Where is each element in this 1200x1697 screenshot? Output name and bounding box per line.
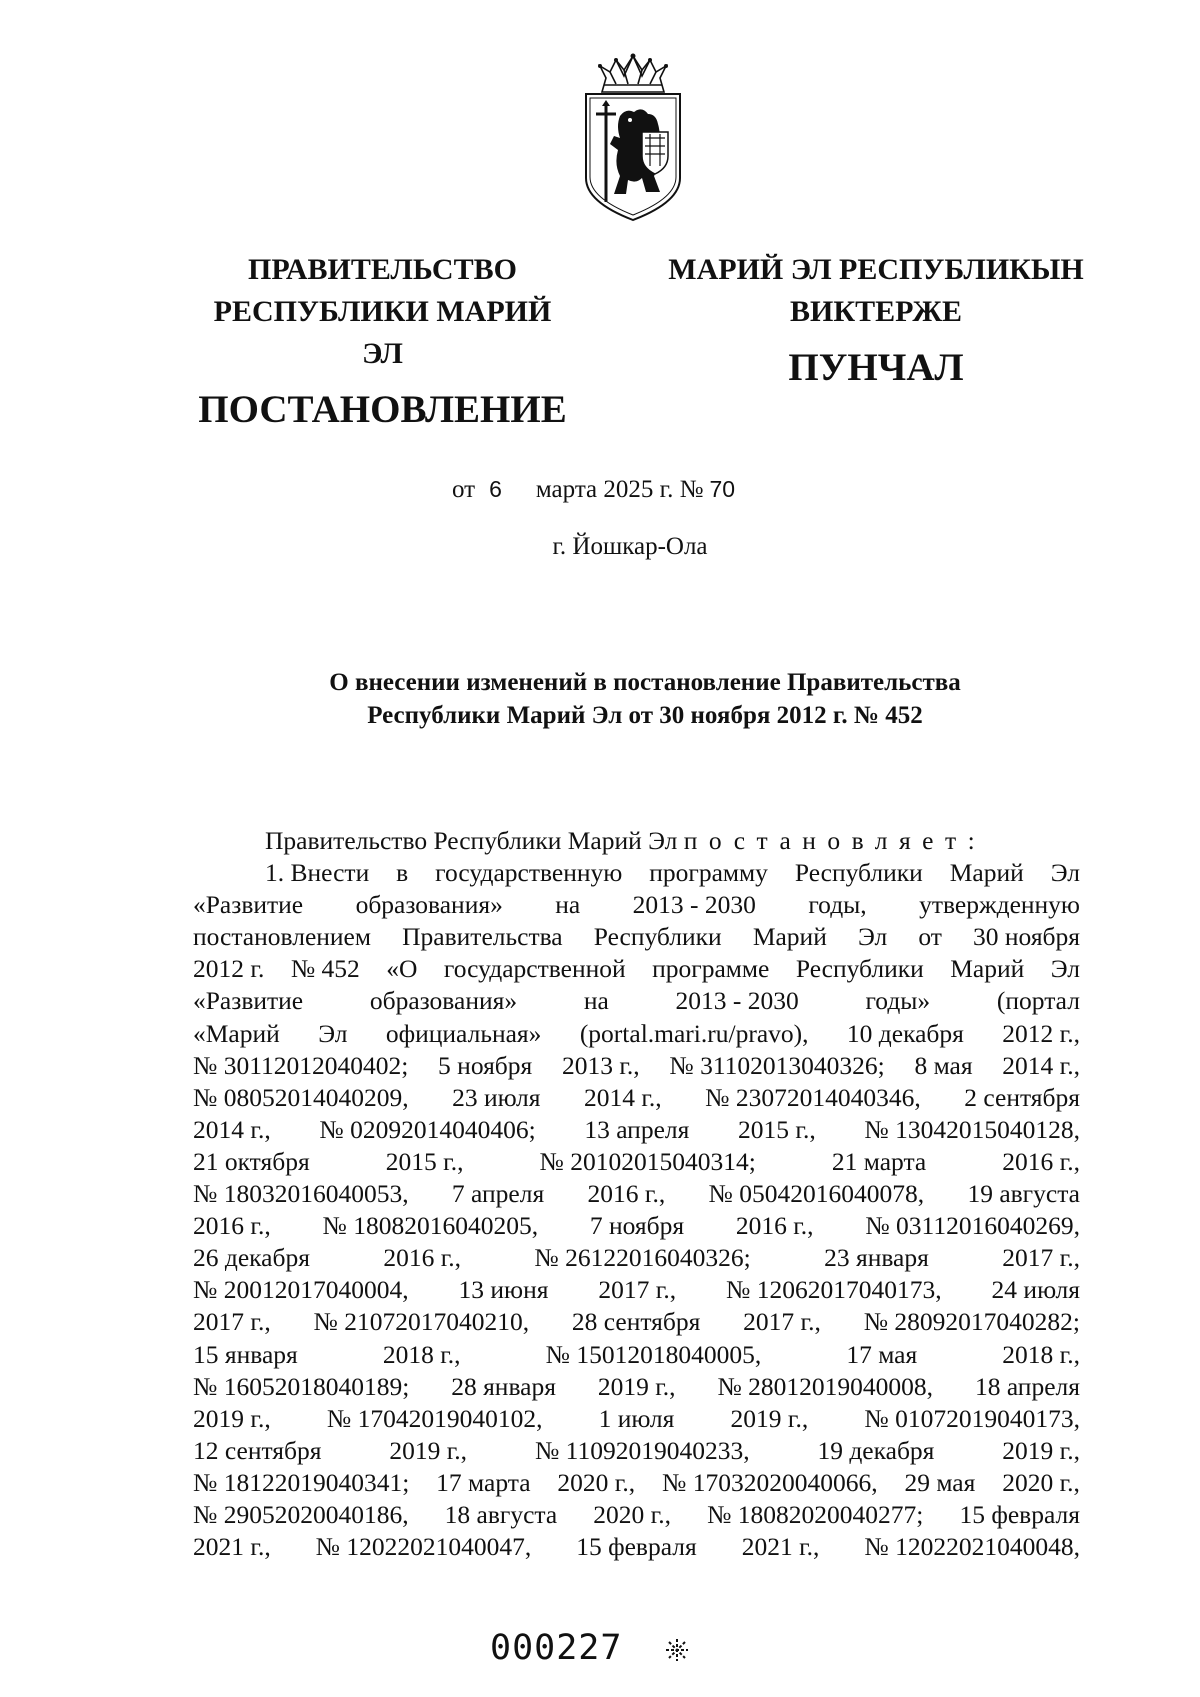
body-word: 2019 г.,: [597, 1371, 676, 1401]
body-word: 28 января: [451, 1371, 556, 1401]
body-word: 15 февраля: [576, 1532, 697, 1562]
body-word: 1. Внести: [265, 858, 370, 888]
body-word: 13 апреля: [584, 1114, 690, 1144]
body-line: [193, 1018, 1080, 1050]
body-word: Эл: [318, 1018, 348, 1048]
body-word: № 18082016040205,: [322, 1211, 539, 1241]
body-line: [193, 857, 1080, 889]
body-word: образования»: [369, 986, 518, 1016]
body-word: годы»: [865, 986, 931, 1016]
body-word: Республики: [593, 922, 722, 952]
body-word: 2017 г.,: [598, 1275, 677, 1305]
preamble-spaced-word: постановляет:: [683, 826, 987, 855]
body-line: [193, 1371, 1080, 1403]
body-word: № 08052014040209,: [193, 1082, 409, 1112]
body-word: № 05042016040078,: [708, 1179, 925, 1209]
body-word: № 28092017040282;: [863, 1307, 1080, 1337]
body-word: 2014 г.,: [583, 1082, 662, 1112]
body-word: 2020 г.,: [1002, 1467, 1080, 1497]
body-word: 2013 - 2030: [632, 890, 756, 920]
body-word: № 18082020040277;: [707, 1499, 924, 1529]
body-word: 2019 г.,: [730, 1403, 809, 1433]
body-word: 2015 г.,: [738, 1114, 816, 1144]
body-word: 13 июня: [458, 1275, 549, 1305]
body-word: № 16052018040189;: [193, 1371, 410, 1401]
body-line: [193, 1306, 1080, 1338]
document-title: [230, 666, 1060, 732]
city: г. Йошкар-Ола: [552, 533, 708, 560]
body-word: (портал: [996, 986, 1080, 1016]
body-word: № 13042015040128,: [864, 1114, 1080, 1144]
body-line: [193, 1050, 1080, 1082]
body-word: государственной: [443, 954, 626, 984]
body-word: 2021 г.,: [193, 1532, 271, 1562]
body-word: № 12062017040173,: [726, 1275, 942, 1305]
body-word: постановлением: [193, 922, 372, 952]
body-word: Республики: [794, 858, 923, 888]
body-word: № 20012017040004,: [193, 1275, 409, 1305]
preamble-text: Правительство Республики Марий Эл: [265, 826, 684, 855]
body-word: Эл: [857, 922, 888, 952]
date-prefix: от: [452, 476, 476, 503]
body-word: № 23072014040346,: [705, 1082, 921, 1112]
body-word: 2019 г.,: [389, 1435, 468, 1465]
body-word: № 17032020040066,: [661, 1467, 878, 1497]
body-word: программу: [649, 858, 768, 888]
body-word: от: [918, 922, 942, 952]
body-word: № 26122016040326;: [534, 1243, 751, 1273]
body-word: 2017 г.,: [743, 1307, 821, 1337]
body-line: [193, 1242, 1080, 1274]
body-word: 1 июля: [598, 1403, 675, 1433]
body-word: 17 мая: [846, 1339, 918, 1369]
body-word: 2013 - 2030: [675, 986, 799, 1016]
body-word: 18 августа: [444, 1499, 558, 1529]
body-word: 2014 г.,: [193, 1114, 271, 1144]
body-line: [193, 1499, 1080, 1531]
body-word: 2016 г.,: [1002, 1146, 1080, 1176]
body-word: «Развитие: [193, 890, 304, 920]
body-word: 2020 г.,: [593, 1499, 672, 1529]
body-word: 21 марта: [831, 1146, 927, 1176]
body-word: Эл: [1050, 858, 1080, 888]
body-word: «Марий: [193, 1018, 280, 1048]
body-word: № 21072017040210,: [313, 1307, 530, 1337]
body-word: государственную: [435, 858, 623, 888]
body-lines: [193, 857, 1080, 1563]
date-day: 6: [489, 476, 502, 502]
body-line: [193, 1435, 1080, 1467]
body-line: [193, 953, 1080, 985]
body-word: № 12022021040047,: [315, 1532, 532, 1562]
doc-type-ru: ПОСТАНОВЛЕНИЕ: [198, 388, 567, 431]
body-word: 21 октября: [193, 1146, 310, 1176]
body-word: 19 августа: [967, 1179, 1080, 1209]
body-word: 2012 г.: [193, 954, 265, 984]
body-word: 8 мая: [914, 1050, 973, 1080]
body-word: 10 декабря: [846, 1018, 964, 1048]
body-word: № 18032016040053,: [193, 1179, 409, 1209]
body-word: годы,: [808, 890, 867, 920]
body-word: 2017 г.,: [1002, 1243, 1080, 1273]
body-word: № 30112012040402;: [193, 1050, 409, 1080]
body-word: программе: [652, 954, 770, 984]
body-word: № 17042019040102,: [326, 1403, 543, 1433]
body-word: 2016 г.,: [587, 1179, 666, 1209]
body-word: 18 апреля: [974, 1371, 1080, 1401]
body-line: [193, 1531, 1080, 1563]
body-word: 15 февраля: [959, 1499, 1080, 1529]
body-line: [193, 1082, 1080, 1114]
body-word: Марий: [949, 858, 1024, 888]
body-word: 2018 г.,: [1002, 1339, 1080, 1369]
body-word: 30 ноября: [973, 922, 1080, 952]
body-word: в: [396, 858, 409, 888]
asterisk-mark-icon: [664, 1637, 690, 1663]
body-word: официальная»: [385, 1018, 542, 1048]
body-word: 23 января: [824, 1243, 929, 1273]
body-word: 7 апреля: [451, 1179, 545, 1209]
body-word: 15 января: [193, 1339, 298, 1369]
body-line: [193, 1146, 1080, 1178]
body-word: 2014 г.,: [1002, 1050, 1080, 1080]
body-line: [193, 921, 1080, 953]
body-word: 2016 г.,: [735, 1211, 814, 1241]
body-word: «О: [386, 954, 418, 984]
document-body: [193, 825, 1080, 1563]
body-word: 2017 г.,: [193, 1307, 271, 1337]
serial-number: 000227: [490, 1628, 623, 1668]
body-word: 17 марта: [436, 1467, 531, 1497]
body-word: 2 сентября: [964, 1082, 1080, 1112]
body-line: [193, 1339, 1080, 1371]
document-date: [452, 476, 735, 504]
body-word: № 28012019040008,: [717, 1371, 934, 1401]
body-word: 26 декабря: [193, 1243, 310, 1273]
header-left: [190, 251, 575, 431]
coat-of-arms-emblem: [580, 52, 686, 224]
body-line: [193, 1210, 1080, 1242]
body-word: 2012 г.,: [1002, 1018, 1080, 1048]
title-line2: Республики Марий Эл от 30 ноября 2012 г. № 452: [367, 702, 923, 729]
body-word: № 03112016040269,: [865, 1211, 1080, 1241]
preamble: [193, 825, 1080, 857]
body-word: № 29052020040186,: [193, 1499, 409, 1529]
body-word: Правительства: [402, 922, 563, 952]
body-word: на: [583, 986, 609, 1016]
body-word: образования»: [355, 890, 503, 920]
body-word: № 18122019040341;: [193, 1467, 410, 1497]
body-line: [193, 889, 1080, 921]
body-line: [193, 1178, 1080, 1210]
org-name-ru-line1: ПРАВИТЕЛЬСТВО: [248, 253, 517, 286]
body-word: № 02092014040406;: [319, 1114, 536, 1144]
body-word: 2019 г.,: [193, 1403, 271, 1433]
doc-type-mari: ПУНЧАЛ: [788, 346, 964, 389]
coat-of-arms-icon: [580, 52, 686, 224]
body-word: 2013 г.,: [561, 1050, 640, 1080]
body-word: 2019 г.,: [1002, 1435, 1080, 1465]
body-word: на: [555, 890, 581, 920]
body-word: 5 ноября: [438, 1050, 533, 1080]
title-line1: О внесении изменений в постановление Правительства: [329, 669, 961, 696]
body-word: № 31102013040326;: [669, 1050, 885, 1080]
body-word: 29 мая: [904, 1467, 976, 1497]
body-word: № 20102015040314;: [539, 1146, 756, 1176]
body-word: № 01072019040173,: [864, 1403, 1080, 1433]
body-word: 2015 г.,: [385, 1146, 464, 1176]
body-word: 7 ноября: [589, 1211, 685, 1241]
org-name-mari-line1: МАРИЙ ЭЛ РЕСПУБЛИКЫН: [668, 253, 1084, 286]
body-line: [193, 1403, 1080, 1435]
body-word: Республики: [795, 954, 924, 984]
body-line: [193, 1274, 1080, 1306]
body-word: 19 декабря: [817, 1435, 935, 1465]
body-word: 2016 г.,: [383, 1243, 462, 1273]
body-word: Эл: [1050, 954, 1080, 984]
body-word: 2018 г.,: [382, 1339, 461, 1369]
body-word: утвержденную: [919, 890, 1080, 920]
body-word: 2021 г.,: [741, 1532, 820, 1562]
body-word: (portal.mari.ru/pravo),: [579, 1018, 809, 1048]
body-word: № 452: [290, 954, 360, 984]
document-number: 70: [709, 476, 736, 502]
body-word: № 15012018040005,: [545, 1339, 762, 1369]
body-word: Марий: [752, 922, 827, 952]
date-month-year: марта 2025 г. №: [535, 476, 704, 503]
body-line: [193, 1114, 1080, 1146]
body-word: 24 июля: [991, 1275, 1080, 1305]
body-word: 2016 г.,: [193, 1211, 271, 1241]
body-word: 2020 г.,: [557, 1467, 636, 1497]
body-word: № 12022021040048,: [864, 1532, 1080, 1562]
body-word: № 11092019040233,: [534, 1435, 750, 1465]
org-name-mari-line2: ВИКТЕРЖЕ: [789, 295, 963, 328]
body-word: 23 июля: [452, 1082, 541, 1112]
body-word: Марий: [950, 954, 1025, 984]
body-line: [193, 1467, 1080, 1499]
body-word: 28 сентября: [571, 1307, 701, 1337]
body-word: 12 сентября: [193, 1435, 322, 1465]
org-name-ru-line2: РЕСПУБЛИКИ МАРИЙ ЭЛ: [213, 295, 552, 370]
body-line: [193, 985, 1080, 1017]
body-word: «Развитие: [193, 986, 304, 1016]
header-right: [654, 251, 1098, 389]
